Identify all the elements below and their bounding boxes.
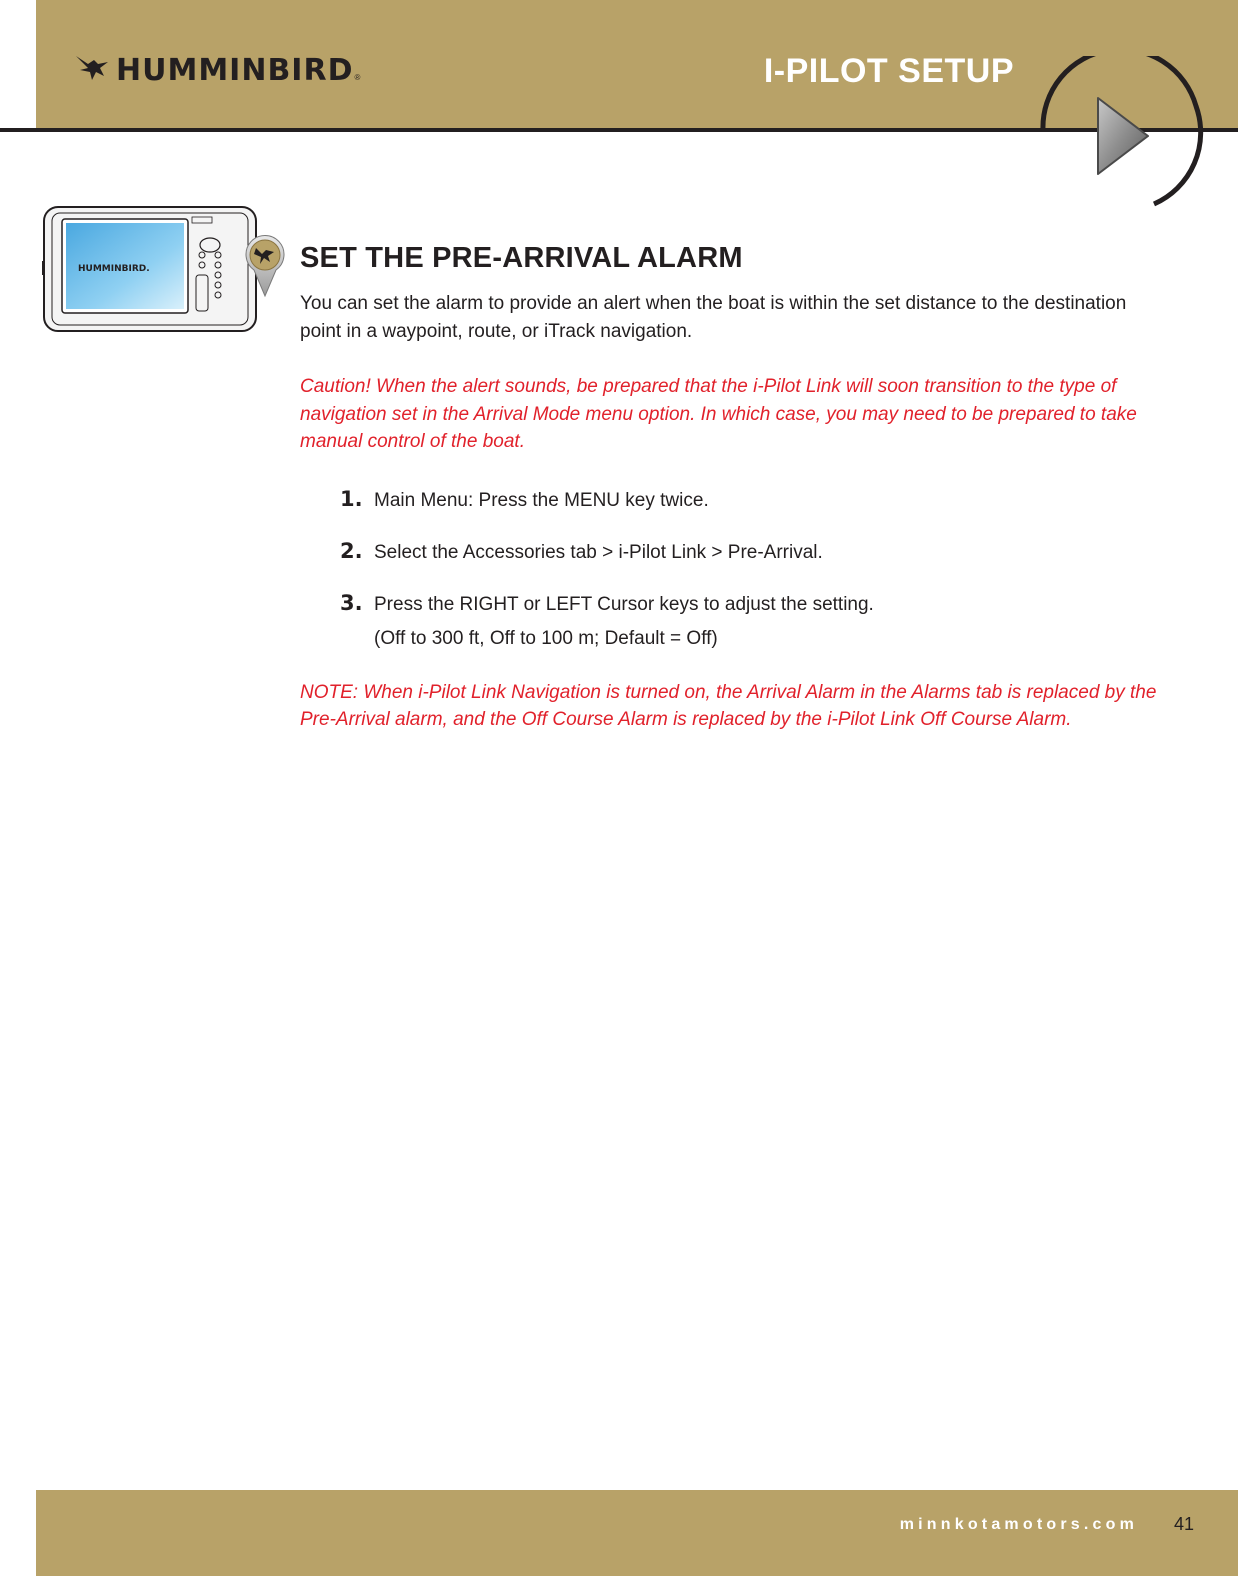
registered-mark: ® (354, 72, 361, 82)
next-page-button[interactable] (1036, 56, 1238, 216)
page-number: 41 (1174, 1514, 1195, 1534)
brand-wordmark: HUMMINBIRD (116, 52, 354, 88)
step-item (340, 590, 1160, 618)
step-3-detail: (Off to 300 ft, Off to 100 m; Default = Off) (374, 627, 718, 649)
page-heading: SET THE PRE-ARRIVAL ALARM (300, 242, 743, 274)
main-content (300, 240, 1160, 734)
step-number: 3. (340, 590, 363, 615)
step-text: Select the Accessories tab > i-Pilot Link > Pre-Arrival. (374, 541, 823, 563)
hummingbird-pin-icon (244, 234, 286, 298)
device-screen-brand: HUMMINBIRD. (78, 264, 150, 274)
steps-list (300, 486, 1160, 618)
fish-finder-device-image (42, 205, 260, 335)
footer-url[interactable]: minnkotamotors.com (899, 1516, 1138, 1533)
step-item (340, 538, 1160, 566)
caution-paragraph: Caution! When the alert sounds, be prepared that the i-Pilot Link will soon transition to the type of navigation set in the Arrival Mode menu option. In which case, you may need to be prepared to take manual control of the boat. (300, 376, 1137, 452)
step-number: 1. (340, 486, 363, 511)
step-text: Press the RIGHT or LEFT Cursor keys to adjust the setting. (374, 593, 874, 615)
right-arrow-icon (1036, 56, 1238, 216)
section-title: I-PILOT SETUP (763, 52, 1014, 90)
step-text: Main Menu: Press the MENU key twice. (374, 489, 709, 511)
step-number: 2. (340, 538, 363, 563)
hummingbird-icon (74, 50, 114, 90)
step-item (340, 486, 1160, 514)
note-paragraph: NOTE: When i-Pilot Link Navigation is turned on, the Arrival Alarm in the Alarms tab is replaced by the Pre-Arrival alarm, and the Off Course Alarm is replaced by the i-Pilot Link Off Course Alarm. (300, 681, 1157, 730)
humminbird-logo (74, 50, 360, 90)
intro-paragraph: You can set the alarm to provide an alert when the boat is within the set distance to the destination point in a waypoint, route, or iTrack navigation. (300, 293, 1127, 342)
